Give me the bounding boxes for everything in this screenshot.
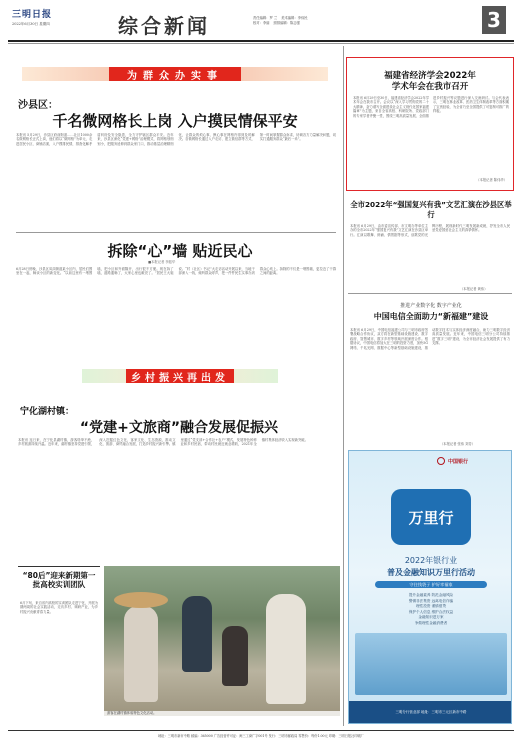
article-headline: 福建省经济学会2022年 <box>384 71 476 81</box>
news-photo <box>104 566 340 716</box>
page-number: 3 <box>482 6 506 34</box>
sidebox-body: 6月下旬，来自省内高校的实训团队走进宁化，开展为期两周的社会实践活动，走访乡村、调研产业，为乡村振兴贡献青春力量。 <box>20 601 98 614</box>
section-banner <box>82 369 278 383</box>
article-credit: （本报记者 黄伟） <box>460 287 488 291</box>
article-kicker: 推进产业数字化 数字产业化 <box>400 303 462 309</box>
editor-line: 责任编辑：罗 兰 <box>253 16 278 20</box>
story-headline: 拆除“心”墙 贴近民心 <box>107 242 253 260</box>
footer-rule <box>8 730 514 731</box>
story-body: 本报讯 连日来，在宁化县湖村镇，游客络绎不绝，乡村旅游持续升温。近年来，湖村镇坚持党建引领，深入挖掘红色文化、客家文化、生态资源，推动文化、旅游、商贸融合发展，打造乡村振兴新引擎。镇里通过“党支部+合作社+农户”模式，发展特色种养业和乡村民宿，带动村民就近就业增收，2021年全镇村集体经济收入实现新突破。 <box>18 438 308 447</box>
editor-line: 校对：李丽 <box>253 21 270 25</box>
section-title: 综合新闻 <box>118 14 210 38</box>
photo-person <box>124 606 158 702</box>
masthead-rule-thin <box>8 43 514 44</box>
photo-hat <box>114 592 168 608</box>
newspaper-logo: 三明日报 <box>12 10 53 20</box>
article-headline: 学术年会在我市召开 <box>391 82 469 92</box>
section-banner <box>22 67 328 81</box>
story-body: 本报讯 5月29日，沙县区府前街道……社区1000余名微网格长正式上岗，他们将以“微网格”为单元，走进居民小区、商铺店面，入户摸排民情，排查化解矛盾纠纷及安全隐患，全力守护辖区群众平安。近年来，沙县区深化“党建+网格”治理模式，将网格划细划小，把服务延伸到群众家门口，推动基层治理精细化，让群众的烦心事、揪心事在网格内得到及时解决。各微网格长通过入户走访、建立微信群等方式，第一时间掌握群众诉求，协调各方力量解决问题，切实打通服务群众“最后一米”。 <box>16 133 336 146</box>
editor-credits <box>253 16 373 26</box>
ad-slogan: 守住钱袋子 护好幸福家 <box>375 581 487 588</box>
campaign-logo <box>391 489 471 545</box>
bank-name: 中国银行 <box>448 458 469 465</box>
column-divider <box>343 46 344 726</box>
sidebox <box>18 566 100 716</box>
editor-line: 美术编辑：李伟民 <box>281 16 308 20</box>
story-headline: 千名微网格长上岗 入户摸民情保平安 <box>52 112 298 130</box>
article-headline: 中国电信全面助力“新福建”建设 <box>373 312 489 321</box>
ad-line: 理性投资 谨慎借贷 <box>416 604 446 608</box>
campaign-logo-text: 万里行 <box>408 508 454 527</box>
ad-title: 2022年银行业 <box>404 556 458 565</box>
highlighted-article <box>346 57 514 191</box>
article-body: 本报讯 6月29日，中国电信福建公司与三明市政府签署战略合作协议，双方将在新型基础设施建设、数字政府、智慧城市、数字乡村等领域开展深度合作。根据协议，中国电信将加大在三明的投资力度，加快5G网络、千兆光网、数据中心等新型基础设施建设，推动数字技术与实体经济深度融合，助力三明数字经济高质量发展。近年来，中国电信三明分公司持续推进“数字三明”建设，为全市经济社会发展提供了有力支撑。 <box>350 328 510 350</box>
ad-banner-image <box>355 633 507 695</box>
story-region: 宁化湖村镇： <box>20 407 75 417</box>
article-headline: 全市2022年“强国复兴有我”文艺汇演在沙县区举行 <box>350 200 512 219</box>
banner-title: 乡村振兴再出发 <box>131 372 229 384</box>
ad-line: 争做理性金融消费者 <box>414 620 448 625</box>
ad-line: 金融知识进万家 <box>418 615 444 619</box>
ad-title: 普及金融知识万里行活动 <box>387 568 475 577</box>
ad-line: 提升金融素养 防范金融风险 <box>408 593 454 597</box>
article-credit: （本报记者 张伟 刘芳） <box>440 442 476 446</box>
page-footer: 地址：三明市新市中路 邮编：365000 广告经营许可证：闽三工商广字001号 发行：三明市邮政局 零售价：每份1.00元 印刷：三明日报社印刷厂 <box>158 734 364 738</box>
divider <box>16 232 336 233</box>
issue-date: 2022年6月30日 星期四 <box>12 22 50 26</box>
ad-line: 保护个人信息 维护合法权益 <box>408 609 454 614</box>
ad-footer: 三明分行营业部 地址：三明市三元区新市中路 <box>349 701 512 723</box>
photo-caption: 游客在湖村镇体验特色文化活动。 <box>104 711 340 716</box>
divider <box>348 293 512 294</box>
story-body: 6月28日傍晚，沙县区凤岗街道某小区内，居民们围坐在一起，畅谈小区的新变化。“以前这里有一堵围墙，把小区和外面隔开，出行很不方便。现在拆了墙，道路通畅了，大家心里也敞亮了。”居民王大姐说。“村（社区）书记”大走访活动开展以来，当地干部深入一线，倾听群众呼声，把一件件民生实事办到群众心坎上。拆除的不仅是一堵围墙，更拉近了干群之间的距离。 <box>16 267 336 276</box>
story-headline: “党建+文旅商”融合发展促振兴 <box>79 420 279 436</box>
sidebox-title: “80后”迎来新期第一批高校实训团队 <box>22 571 96 589</box>
ad-line: 警惕非法集资 远离电信诈骗 <box>408 598 454 603</box>
story-byline: ■本报记者 李振华 <box>148 260 176 264</box>
photo-person <box>266 594 306 704</box>
article-body: 本报讯 6月29日，由市委宣传部、市文明办等单位主办的全市2022年“强国复兴有我”文艺汇演在沙县区举行。汇演以歌舞、朗诵、情景剧等形式，讴歌党的光辉历程，展现新时代三明发展新成就，抒发全市人民爱党爱国爱社会主义的真挚情怀。 <box>350 224 510 237</box>
bank-advertisement <box>348 450 512 724</box>
photo-person <box>182 596 212 672</box>
story-region: 沙县区： <box>18 100 58 111</box>
bank-icon <box>437 457 445 465</box>
article-credit: （本报记者 陈伟华） <box>476 178 507 182</box>
article-body: 本报讯 6月29日至30日，福建省经济学会2022年学术年会在我市召开。会议以“深入学习贯彻党的二十大精神，奋力谱写全面建设社会主义现代化国家福建篇章”为主题，来自全省高校、科研院所、党政部门的专家学者齐聚一堂，围绕三明高质量发展、全面推进乡村振兴等议题进行深入交流研讨。与会代表表示，三明在林业改革、医药卫生体制改革等方面积累了宝贵经验，为全省乃至全国提供了可复制可推广的样板。 <box>353 96 509 118</box>
photo-person <box>222 626 248 686</box>
masthead-rule <box>8 40 514 42</box>
ad-lines <box>359 593 503 626</box>
banner-title: 为群众办实事 <box>127 70 223 82</box>
bank-logo <box>437 455 509 467</box>
masthead <box>8 4 514 42</box>
editor-line: 照排编辑：陈志强 <box>273 21 300 25</box>
